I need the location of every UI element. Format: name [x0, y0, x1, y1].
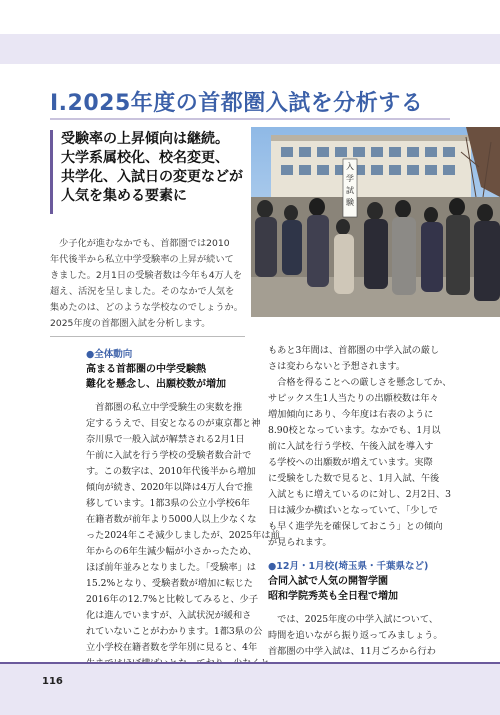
- body-line: す。この数字は、2010年代後半から増加: [86, 466, 256, 477]
- body-line: が見られます。: [268, 537, 332, 548]
- body-line: 在籍者数が前年より5000人以上少なくな: [86, 514, 257, 525]
- lead-line: 受験率の上昇傾向は継続。: [61, 131, 229, 147]
- body-line: もあと3年間は、首都圏の中学入試の厳し: [268, 345, 440, 356]
- body-line: ほぼ前年並みとなりました。「受験率」は: [86, 562, 256, 573]
- body-line: サピックス生1人当たりの出願校数は年々: [268, 393, 439, 404]
- body-line: では、2025年度の中学入試について、: [268, 614, 439, 625]
- body-line: 2016年の12.7%と比較してみると、少子: [86, 594, 259, 605]
- intro-line: 集めたのは、どのような学校なのでしょうか。: [50, 302, 243, 313]
- body-line: 首都圏の中学入試は、11月ごろから行わ: [268, 646, 436, 657]
- intro-line: 年代後半から私立中学受験率の上昇が続いて: [50, 254, 234, 265]
- intro-line: 2025年度の首都圏入試を分析します。: [50, 318, 211, 329]
- intro-line: きました。2月1日の受験者数は今年も4万人を: [50, 270, 243, 281]
- body-line: 傾向が続き、2020年以降は4万人台で推: [86, 482, 253, 493]
- sign-char: 験: [346, 198, 354, 207]
- section-subheading: 昭和学院秀英も全日程で増加: [268, 591, 398, 602]
- body-column-left: [86, 347, 280, 672]
- lead-line: 人気を集める要素に: [61, 188, 187, 204]
- body-line: 前に入試を行う学校、午後入試を導入す: [268, 441, 434, 452]
- lead-line: 大学系属校化、校名変更、: [61, 150, 229, 166]
- body-line: 移しています。1都3県の公立小学校6年: [86, 498, 250, 509]
- body-line: 入試ともに増えているのに対し、2月2日、3: [268, 489, 451, 500]
- header-lavender-strip: [0, 34, 500, 64]
- intro-line: 少子化が進むなかでも、首都圏では2010: [50, 238, 230, 249]
- exam-crowd-photo: [251, 127, 500, 317]
- intro-line: 超え、活況を呈しました。そのなかで人気を: [50, 286, 235, 297]
- body-line: る学校への出願数が増えています。実際: [268, 457, 433, 468]
- body-line: 日は減少か横ばいとなっていて、「少しで: [268, 505, 438, 516]
- page-title: [50, 86, 470, 117]
- sign-char: 学: [346, 174, 354, 183]
- sign-char: 試: [346, 186, 354, 195]
- body-line: った2024年こそ減少しましたが、2025年は前: [86, 530, 280, 541]
- body-line: 8.90校となっています。なかでも、1月以: [268, 425, 441, 436]
- title-numeral: Ⅰ.: [50, 91, 68, 116]
- body-line: 年からの6年生減少幅が小さかったため、: [86, 546, 257, 557]
- title-text: 2025年度の首都圏入試を分析する: [67, 91, 424, 116]
- body-line: 化は進んでいますが、入試状況が緩和さ: [86, 610, 252, 621]
- body-line: 合格を得ることへの厳しさを懸念してか、: [268, 377, 452, 388]
- sign-char: 入: [346, 162, 354, 171]
- body-column-right: [268, 343, 452, 660]
- body-line: 立小学校在籍者数を学年別に見ると、4年: [86, 642, 258, 653]
- body-line: 時間を追いながら振り返ってみましょう。: [268, 630, 443, 641]
- body-line: 15.2%となり、受験者数が増加に転じた: [86, 578, 253, 589]
- section-heading: ●全体動向: [86, 349, 133, 360]
- body-line: 奈川県で一般入試が解禁される2月1日: [86, 434, 245, 445]
- title-underline: [50, 118, 450, 120]
- body-line: れていないことがわかります。1都3県の公: [86, 626, 263, 637]
- body-line: 定するうえで、目安となるのが東京都と神: [86, 418, 261, 429]
- section-subheading: 高まる首都圏の中学受験熱: [86, 364, 206, 375]
- section-heading: ●12月・1月校(埼玉県・千葉県など): [268, 561, 429, 572]
- footer-band: [0, 662, 500, 715]
- body-line: に受験をした数で見ると、1月入試、午後: [268, 473, 440, 484]
- page-number: 116: [42, 676, 63, 687]
- body-line: も早く進学先を確保しておこう」との傾向: [268, 521, 443, 532]
- section-subheading: 合同入試で人気の開智学園: [268, 576, 388, 587]
- body-line: さは変わらないと予想されます。: [268, 361, 406, 372]
- section-subheading: 難化を懸念し、出願校数が増加: [86, 379, 226, 390]
- lead-block: [50, 130, 256, 214]
- body-line: 増加傾向にあり、今年度は右表のように: [268, 409, 434, 420]
- header-band: [0, 0, 500, 36]
- body-line: 午前に入試を行う学校の受験者数合計で: [86, 450, 252, 461]
- intro-paragraph: [50, 236, 245, 337]
- lead-line: 共学化、入試日の変更などが: [61, 169, 243, 185]
- body-line: 首都圏の私立中学受験生の実数を推: [86, 402, 243, 413]
